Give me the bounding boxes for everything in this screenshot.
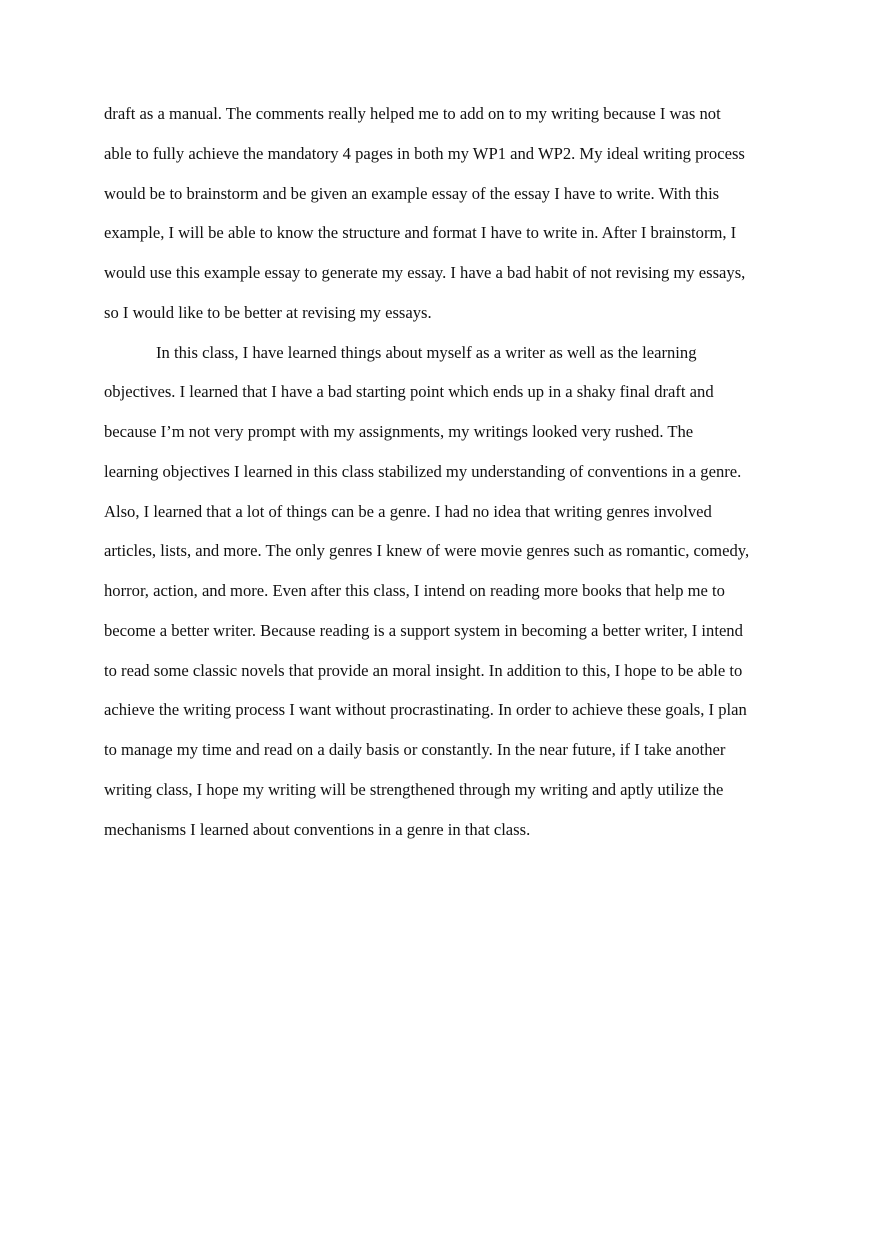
text-line: mechanisms I learned about conventions in a genre in that class. [104,819,531,839]
text-line: to read some classic novels that provide an moral insight. In addition to this, I hope to be able to [104,660,743,680]
text-line: writing class, I hope my writing will be strengthened through my writing and aptly utilize the [104,779,724,799]
text-line: In this class, I have learned things about myself as a writer as well as the learning [156,342,697,362]
text-line: learning objectives I learned in this class stabilized my understanding of conventions in a genre. [104,461,742,481]
text-line: become a better writer. Because reading is a support system in becoming a better writer, I intend [104,620,743,640]
text-line: would be to brainstorm and be given an example essay of the essay I have to write. With this [104,183,720,203]
paragraph-2 [104,333,804,850]
text-line: to manage my time and read on a daily basis or constantly. In the near future, if I take another [104,740,726,759]
paragraph-1 [104,94,804,333]
text-line: Also, I learned that a lot of things can be a genre. I had no idea that writing genres involved [104,501,712,521]
text-line: because I’m not very prompt with my assignments, my writings looked very rushed. The [104,422,694,441]
text-line: draft as a manual. The comments really helped me to add on to my writing because I was not [104,104,721,123]
text-line: so I would like to be better at revising my essays. [104,302,432,322]
text-line: objectives. I learned that I have a bad starting point which ends up in a shaky final draft and [104,382,714,402]
text-line: articles, lists, and more. The only genres I knew of were movie genres such as romantic, comedy, [104,541,750,561]
text-line: able to fully achieve the mandatory 4 pages in both my WP1 and WP2. My ideal writing process [104,143,745,163]
text-line: example, I will be able to know the structure and format I have to write in. After I brainstorm, I [104,223,737,243]
text-line: horror, action, and more. Even after this class, I intend on reading more books that help me to [104,581,725,600]
document-body [104,94,804,849]
text-line: achieve the writing process I want without procrastinating. In order to achieve these goals, I plan [104,700,747,720]
text-line: would use this example essay to generate my essay. I have a bad habit of not revising my essays, [104,263,746,282]
